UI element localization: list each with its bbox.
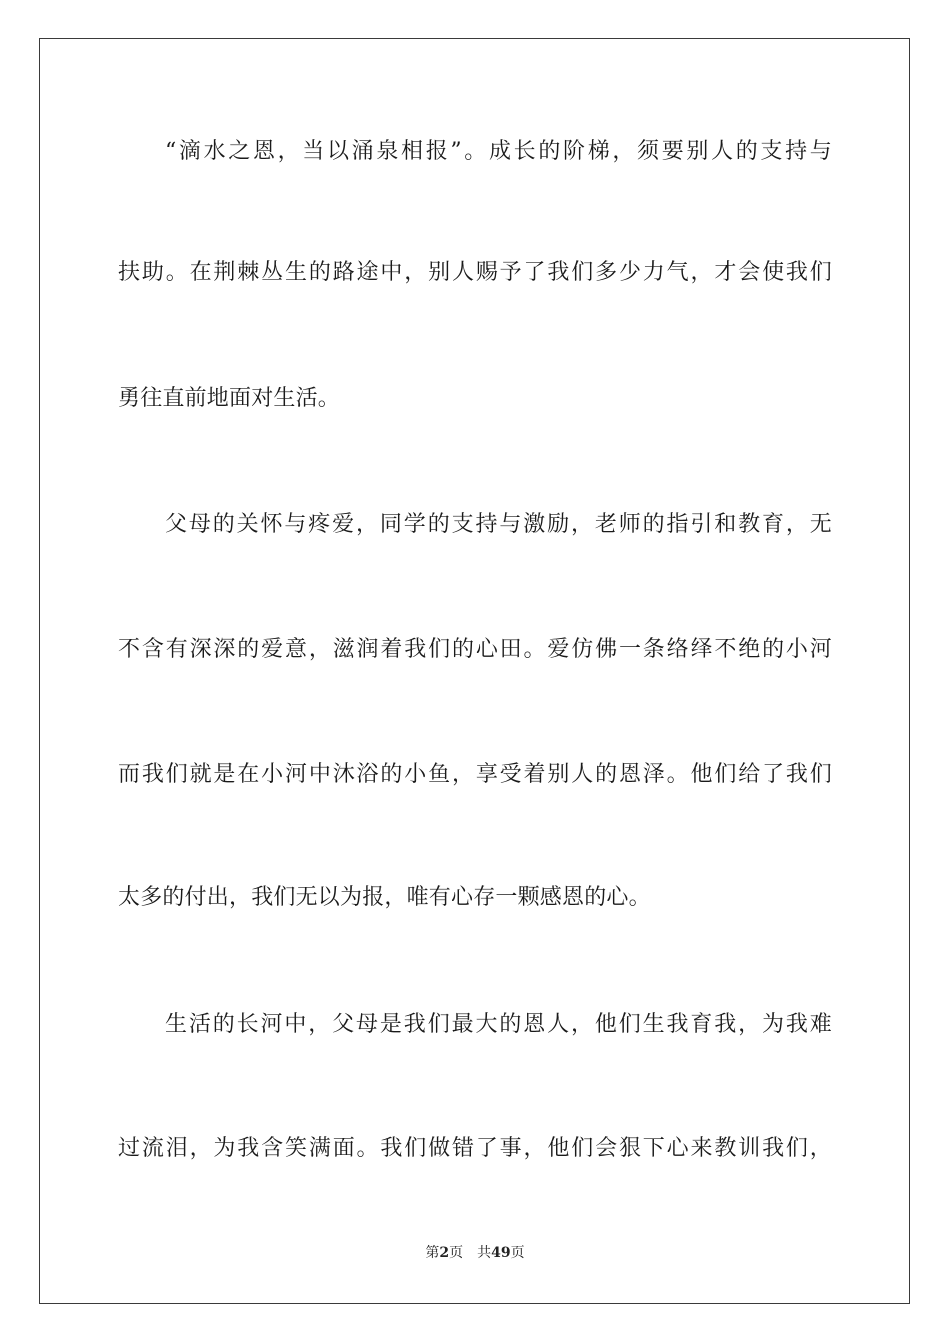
paragraph-3-line-2: 过流泪，为我含笑满面。我们做错了事，他们会狠下心来教训我们，	[118, 1136, 832, 1161]
paragraph-3-line-1: 生活的长河中，父母是我们最大的恩人，他们生我育我，为我难	[165, 1012, 832, 1037]
paragraph-2-line-2: 不含有深深的爱意，滋润着我们的心田。爱仿佛一条络绎不绝的小河	[118, 637, 832, 662]
paragraph-1-line-3: 勇往直前地面对生活。	[118, 386, 341, 411]
paragraph-2-line-1: 父母的关怀与疼爱，同学的支持与激励，老师的指引和教育，无	[165, 512, 832, 537]
page-prefix: 第	[425, 1245, 440, 1261]
paragraph-1-line-2: 扶助。在荆棘丛生的路途中，别人赐予了我们多少力气，才会使我们	[118, 260, 832, 285]
total-prefix: 共	[477, 1245, 492, 1261]
paragraph-2-line-4: 太多的付出，我们无以为报，唯有心存一颗感恩的心。	[118, 885, 651, 910]
total-pages: 49	[491, 1245, 511, 1261]
page-border	[39, 38, 910, 1304]
paragraph-1-line-1: “滴水之恩，当以涌泉相报”。成长的阶梯，须要别人的支持与	[165, 139, 832, 164]
total-suffix: 页	[510, 1245, 525, 1261]
page-suffix: 页	[449, 1245, 464, 1261]
page-footer	[0, 1244, 950, 1262]
page-number: 2	[439, 1245, 450, 1261]
paragraph-2-line-3: 而我们就是在小河中沐浴的小鱼，享受着别人的恩泽。他们给了我们	[118, 762, 832, 787]
